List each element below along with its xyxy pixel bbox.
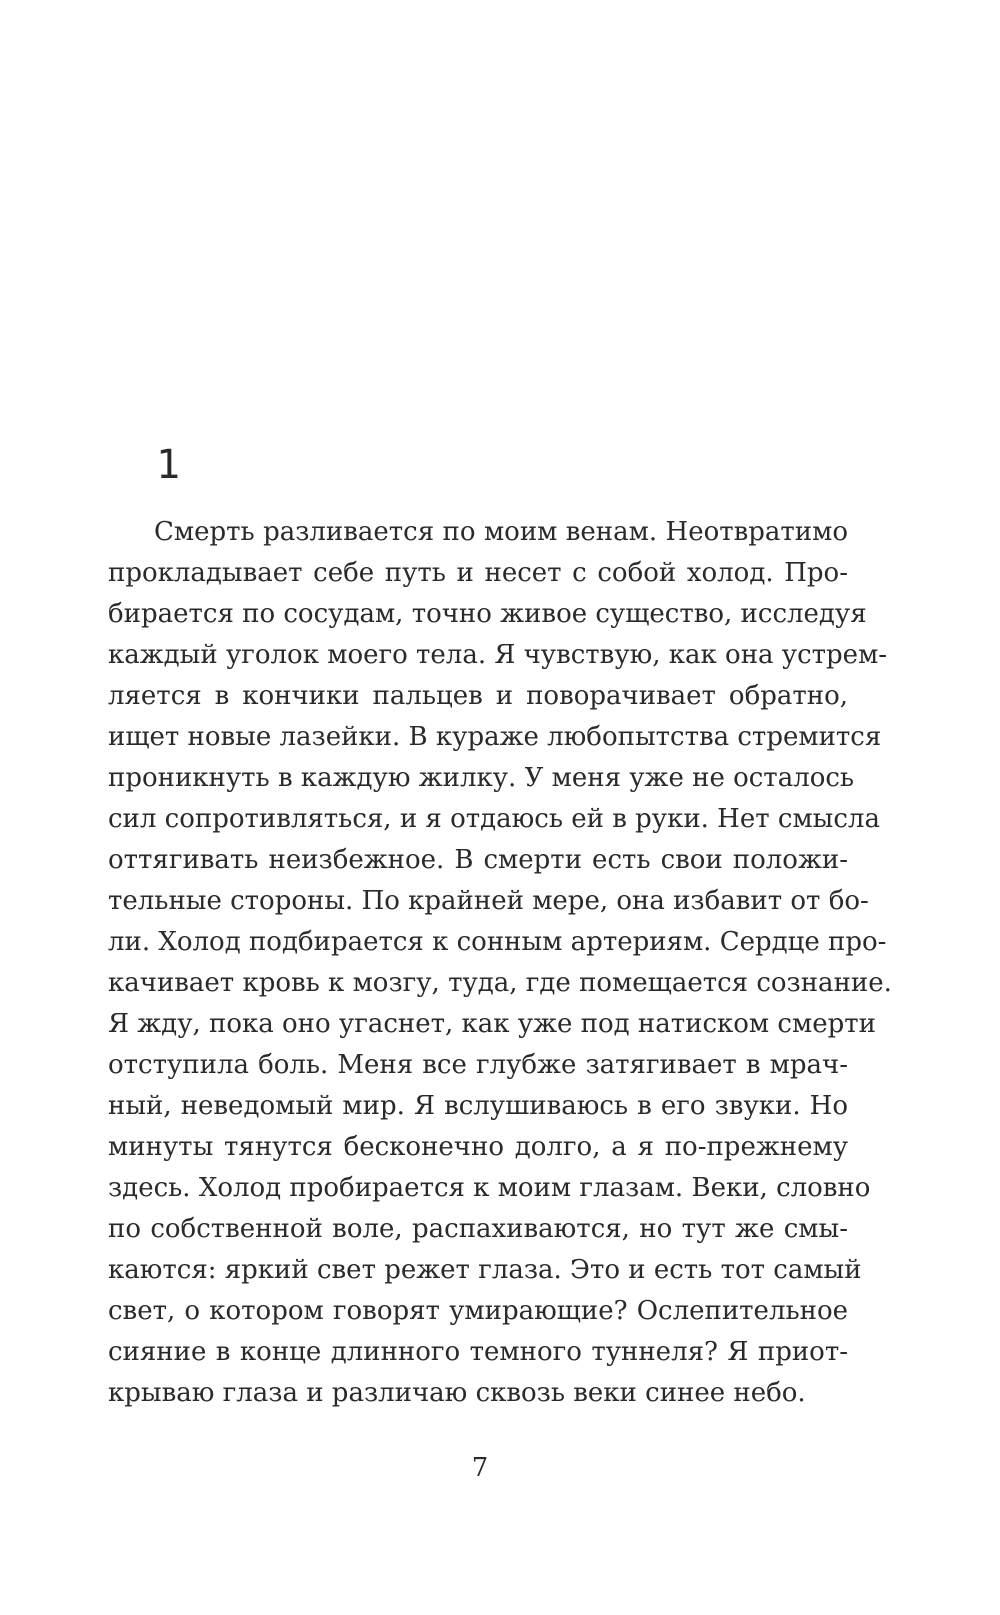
text-line: оттягивать неизбежное. В смерти есть свои положи- (108, 845, 848, 875)
text-line: Смерть разливается по моим венам. Неотвратимо (154, 517, 848, 547)
text-line: бирается по сосудам, точно живое существо, исследуя (108, 599, 867, 629)
text-line: свет, о котором говорят умирающие? Ослепительное (108, 1296, 848, 1326)
page-number: 7 (471, 1453, 489, 1483)
text-line: каждый уголок моего тела. Я чувствую, как она устрем- (108, 640, 888, 670)
text-line: проникнуть в каждую жилку. У меня уже не осталось (108, 763, 855, 793)
text-line: тельные стороны. По крайней мере, она избавит от бо- (108, 886, 869, 916)
text-line: ный, неведомый мир. Я вслушиваюсь в его звуки. Но (108, 1091, 848, 1121)
chapter-body-text (108, 512, 892, 1414)
text-line: крываю глаза и различаю сквозь веки синее небо. (108, 1378, 806, 1408)
text-line: здесь. Холод пробирается к моим глазам. Веки, словно (108, 1173, 871, 1203)
chapter-number: 1 (156, 442, 181, 488)
text-line: ли. Холод подбирается к сонным артериям. Сердце про- (108, 927, 887, 957)
text-line: сияние в конце длинного темного туннеля? Я приот- (108, 1337, 848, 1367)
text-line: ляется в кончики пальцев и поворачивает обратно, (108, 681, 848, 711)
text-line: ищет новые лазейки. В кураже любопытства стремится (108, 722, 882, 752)
text-line: прокладывает себе путь и несет с собой холод. Про- (108, 558, 848, 588)
text-line: отступила боль. Меня все глубже затягивает в мрач- (108, 1050, 848, 1080)
text-line: по собственной воле, распахиваются, но тут же смы- (108, 1214, 848, 1244)
text-line: сил сопротивляться, и я отдаюсь ей в руки. Нет смысла (108, 804, 880, 834)
text-line: Я жду, пока оно угаснет, как уже под натиском смерти (108, 1009, 876, 1039)
text-line: каются: яркий свет режет глаза. Это и есть тот самый (108, 1255, 862, 1285)
text-line: качивает кровь к мозгу, туда, где помещается сознание. (108, 968, 892, 998)
text-line: минуты тянутся бесконечно долго, а я по-прежнему (108, 1132, 848, 1162)
